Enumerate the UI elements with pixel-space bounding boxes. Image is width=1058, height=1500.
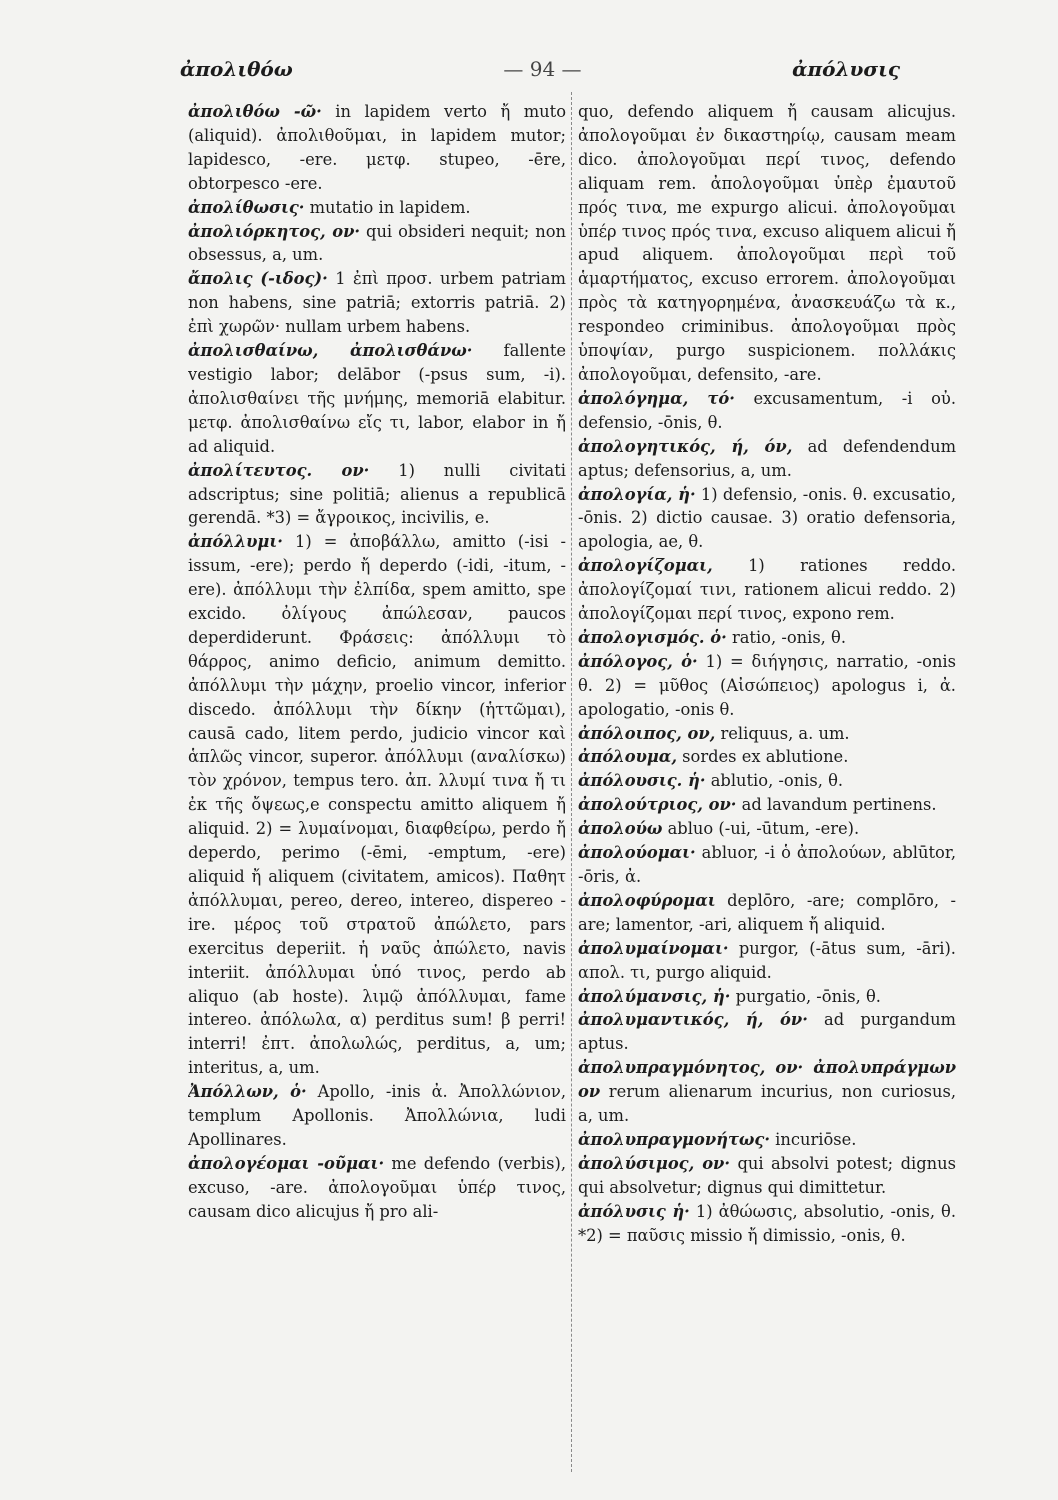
entry-headword: ἀπολύμανσις, ἡ· (578, 986, 731, 1006)
entry-headword: ἀπολούω (578, 819, 663, 839)
entry-headword: ἀπόλοιπος, ον, (578, 723, 716, 743)
dictionary-entry (578, 626, 956, 650)
entry-headword: ἀπολούομαι· (578, 843, 696, 863)
dictionary-entry (578, 841, 956, 889)
dictionary-entry (578, 1200, 956, 1248)
entry-definition: quo, defendo aliquem ἤ causam alicujus. ἀπολογοῦμαι ἐν δικαστηρίῳ, causam meam dico. ἀπολογοῦμαι περί τινος, defendo aliquam rem. ἀπολογοῦμαι ὑπὲρ ἐμαυτοῦ πρός τινα, me expurgo alicui. ἀπολογοῦμαι ὑπέρ τινος πρός τινα, excuso aliquem alicui ἤ apud aliquem. ἀπολογοῦμαι περὶ τοῦ ἁμαρτήματος, excuso errorem. ἀπολογοῦμαι πρὸς τὰ κατηγορημένα, ἀνασκευάζω τὰ κ., respondeo criminibus. ἀπολογοῦμαι πρὸς ὑποψίαν, purgo suspicionem. πολλάκις ἀπολογοῦμαι, defensito, -are. (578, 102, 956, 384)
entry-headword: ἀπολισθαίνω, ἀπολισθάνω· (188, 341, 473, 361)
dictionary-entry (188, 530, 566, 1080)
dictionary-entry (578, 650, 956, 722)
entry-headword: ἄπολις (-ιδος)· (188, 269, 328, 289)
entry-definition: qui absolvi potest; dignus qui absolvetur; dignus qui dimittetur. (578, 1153, 956, 1197)
entry-headword: ἀπολίτευτος. ον· (188, 460, 370, 480)
entry-definition: purgatio, -ōnis, θ. (730, 986, 881, 1006)
entry-definition: in lapidem verto ἤ muto (aliquid). ἀπολιθοῦμαι, in lapidem mutor; lapidesco, -ere. μετφ. stupeo, -ēre, obtorpesco -ere. (188, 102, 566, 193)
entry-definition: 1) nulli civitati adscriptus; sine politiā; alienus a republicā gerendā. *3) = ἄγροικος, incivilis, e. (188, 460, 566, 528)
dictionary-entry (578, 1128, 956, 1152)
dictionary-entry (188, 339, 566, 459)
header-right-word: ἀπόλυσις (792, 57, 900, 81)
entry-definition: 1) defensio, -onis. θ. excusatio, -ōnis. 2) dictio causae. 3) oratio defensoria, apologia, ae, θ. (578, 484, 956, 552)
entry-headword: ἀπολογητικός, ή, όν, (578, 436, 793, 456)
dictionary-entry (578, 889, 956, 937)
entry-headword: ἀπολυπραγμόνητος, ον· ἀπολυπράγμων ον (578, 1058, 956, 1102)
entry-headword: ἀπολογία, ἡ· (578, 484, 696, 504)
entry-headword: Ἀπόλλων, ὁ· (188, 1082, 307, 1102)
entry-definition: ablutio, -onis, θ. (705, 771, 844, 791)
entry-headword: ἀπολογίζομαι, (578, 556, 713, 576)
page-number: — 94 — (503, 57, 582, 81)
entry-headword: ἀπολυπραγμονήτως· (578, 1129, 770, 1149)
entry-headword: ἀπολίθωσις· (188, 197, 305, 217)
running-head (180, 54, 900, 84)
entry-headword: ἀπολιθόω -ῶ· (188, 102, 322, 121)
left-column (188, 100, 566, 1480)
entry-definition: 1 ἐπὶ προσ. urbem patriam non habens, sine patriā; extorris patriā. 2) ἐπὶ χωρῶν· nullam urbem habens. (188, 269, 566, 337)
dictionary-entry (578, 435, 956, 483)
entry-definition: sordes ex ablutione. (677, 747, 849, 767)
entry-headword: ἀπόλογος, ὁ· (578, 651, 698, 671)
dictionary-entry (188, 196, 566, 220)
entry-headword: ἀπολυμαίνομαι· (578, 938, 729, 958)
dictionary-entry (578, 1152, 956, 1200)
entry-definition: 1) ἀθώωσις, absolutio, -onis, θ. *2) = παῦσις missio ἤ dimissio, -onis, θ. (578, 1201, 956, 1245)
header-left-word: ἀπολιθόω (180, 57, 293, 81)
dictionary-entry (578, 793, 956, 817)
entry-headword: ἀπολιόρκητος, ον· (188, 221, 361, 241)
entry-definition: ad purgandum aptus. (578, 1010, 956, 1054)
entry-definition: Apollo, -inis ἀ. Ἀπολλώνιον, templum Apollonis. Ἀπολλώνια, ludi Apollinares. (188, 1082, 566, 1149)
dictionary-entry (578, 937, 956, 985)
entry-headword: ἀπολυμαντικός, ή, όν· (578, 1010, 808, 1030)
dictionary-entry (578, 985, 956, 1009)
dictionary-entry (578, 100, 956, 387)
entry-definition: excusamentum, -i οὐ. defensio, -ōnis, θ. (578, 388, 956, 432)
entry-definition: 1) = διήγησις, narratio, -onis θ. 2) = μῦθος (Αἰσώπειος) apologus i, ἀ. apologatio, -onis θ. (578, 651, 956, 719)
entry-definition: mutatio in lapidem. (304, 197, 471, 217)
entry-headword: ἀπολούτριος, ον· (578, 795, 737, 815)
entry-definition: qui obsideri nequit; non obsessus, a, um. (188, 221, 566, 265)
entry-headword: ἀπολογέομαι -οῦμαι· (188, 1153, 385, 1173)
entry-definition: incuriōse. (770, 1129, 857, 1149)
dictionary-entry (578, 1056, 956, 1128)
entry-definition: rerum alienarum incurius, non curiosus, a, um. (578, 1082, 956, 1126)
dictionary-entry (578, 722, 956, 746)
dictionary-entry (578, 745, 956, 769)
entry-definition: me defendo (verbis), excuso, -are. ἀπολογοῦμαι ὑπέρ τινος, causam dico alicujus ἤ pro ali- (188, 1153, 566, 1221)
entry-definition: reliquus, a. um. (715, 723, 850, 743)
dictionary-entry (188, 459, 566, 531)
entry-definition: 1) rationes reddo. ἀπολογίζομαί τινι, rationem alicui reddo. 2) ἀπολογίζομαι περί τινος, expono rem. (578, 556, 956, 624)
entry-headword: ἀπόλουσις. ἡ· (578, 771, 706, 791)
entry-definition: ratio, -onis, θ. (726, 627, 847, 647)
entry-headword: ἀπόλουμα, (578, 747, 677, 767)
dictionary-entry (188, 267, 566, 339)
entry-headword: ἀπολύσιμος, ον· (578, 1153, 731, 1173)
entry-headword: ἀπολοφύρομαι (578, 890, 716, 910)
entry-definition: 1) = ἀποβάλλω, amitto (-isi -issum, -ere); perdo ἤ deperdo (-idi, -itum, -ere). ἀπόλλυμι τὴν ἐλπίδα, spem amitto, spe excido. ὀλίγους ἀπώλεσαν, paucos deperdiderunt. Φράσεις: ἀπόλλυμι τὸ θάρρος, animo deficio, animum demitto. ἀπόλλυμι τὴν μάχην, proelio vincor, inferior discedo. ἀπόλλυμι τὴν δίκην (ἡττῶμαι), causā cado, litem perdo, judicio vincor καὶ ἁπλῶς vincor, superor. ἀπόλλυμι (αναλίσκω) τὸν χρόνον, tempus tero. ἀπ. λλυμί τινα ἤ τι ἐκ τῆς ὄψεως,e conspectu amitto aliquem ἤ aliquid. 2) = λυμαίνομαι, διαφθείρω, perdo ἤ deperdo, perimo (-ēmi, -emptum, -ere) aliquid ἤ aliquem (civitatem, amicos). Παθητ ἀπόλλυμαι, pereo, dereo, intereo, dispereo -ire. μέρος τοῦ στρατοῦ ἀπώλετο, pars exercitus deperiit. ἡ ναῦς ἀπώλετο, navis interiit. ἀπόλλυμαι ὑπό τινος, perdo ab aliquo (ab hoste). λιμῷ ἀπόλλυμαι, fame intereo. ἀπόλωλα, α) perditus sum! β perri! interri! ἐπτ. ἀπολωλώς, perditus, a, um; interitus, a, um. (188, 532, 566, 1078)
dictionary-entry (188, 220, 566, 268)
entry-definition: deplōro, -are; complōro, -are; lamentor, -ari, aliquem ἤ aliquid. (578, 890, 956, 934)
entry-headword: ἀπόλλυμι· (188, 532, 283, 552)
dictionary-entry (188, 1080, 566, 1152)
dictionary-entry (188, 1152, 566, 1224)
entry-headword: ἀπόλυσις ἡ· (578, 1201, 690, 1221)
entry-definition: ad lavandum pertinens. (736, 795, 937, 815)
entry-definition: purgor, (-ātus sum, -āri). απολ. τι, purgo aliquid. (578, 938, 956, 982)
entry-definition: abluo (-ui, -ūtum, -ere). (662, 819, 860, 839)
entry-definition: fallente vestigio labor; delābor (-psus sum, -i). ἀπολισθαίνει τῆς μνήμης, memoriā elabitur. μετφ. ἀπολισθαίνω εἴς τι, labor, elabor in ἤ ad aliquid. (188, 341, 566, 456)
entry-headword: ἀπολόγημα, τό· (578, 388, 735, 408)
dictionary-entry (578, 817, 956, 841)
dictionary-entry (578, 769, 956, 793)
dictionary-entry (578, 483, 956, 555)
dictionary-entry (578, 554, 956, 626)
entry-definition: ad defendendum aptus; defensorius, a, um. (578, 436, 956, 480)
right-column (578, 100, 956, 1480)
entry-headword: ἀπολογισμός. ὁ· (578, 627, 727, 647)
dictionary-entry (188, 100, 566, 196)
entry-definition: abluor, -i ὁ ἀπολούων, ablūtor, -ōris, ἀ. (578, 843, 956, 886)
column-divider (571, 92, 573, 1472)
dictionary-entry (578, 387, 956, 435)
dictionary-entry (578, 1008, 956, 1056)
